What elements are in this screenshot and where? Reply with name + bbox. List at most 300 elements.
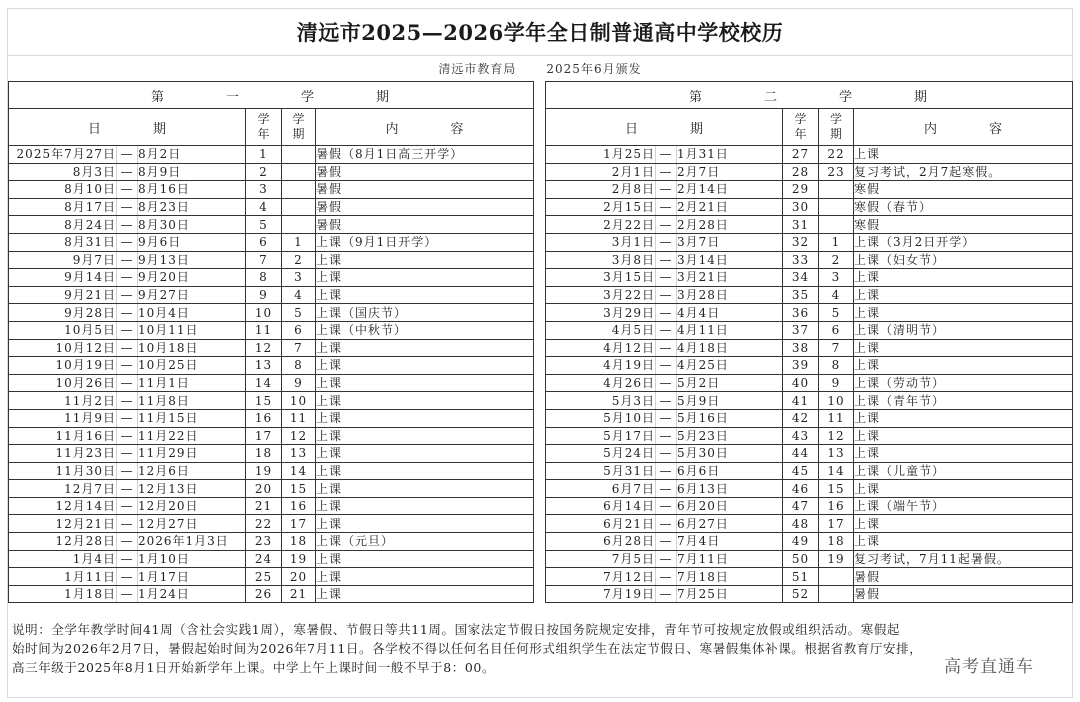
- week-end-date: 1月17日: [138, 568, 246, 586]
- range-dash: —: [656, 462, 677, 480]
- range-dash: —: [656, 585, 677, 603]
- range-dash: —: [117, 269, 138, 287]
- semester-week: 1: [819, 233, 854, 251]
- week-start-date: 3月1日: [546, 233, 656, 251]
- semester-week: 4: [282, 286, 316, 304]
- school-year-week: 14: [246, 374, 282, 392]
- school-year-week: 44: [783, 445, 819, 463]
- week-start-date: 10月19日: [9, 357, 117, 375]
- semester-week: 6: [282, 321, 316, 339]
- week-end-date: 3月28日: [677, 286, 783, 304]
- table-row: [9, 462, 534, 480]
- week-start-date: 3月15日: [546, 269, 656, 287]
- week-end-date: 3月7日: [677, 233, 783, 251]
- semester-week: 23: [819, 163, 854, 181]
- table-row: [546, 181, 1073, 199]
- range-dash: —: [117, 392, 138, 410]
- semester-week: 1: [282, 233, 316, 251]
- semester-week: 18: [819, 533, 854, 551]
- week-start-date: 1月18日: [9, 585, 117, 603]
- week-end-date: 6月13日: [677, 480, 783, 498]
- week-content: 上课: [854, 339, 1073, 357]
- date-column-header: 日 期: [546, 109, 783, 146]
- table-row: [546, 550, 1073, 568]
- range-dash: —: [656, 568, 677, 586]
- week-content: 上课: [316, 568, 534, 586]
- range-dash: —: [656, 497, 677, 515]
- week-content: 寒假: [854, 216, 1073, 234]
- week-start-date: 11月23日: [9, 445, 117, 463]
- table-row: [546, 497, 1073, 515]
- week-start-date: 1月25日: [546, 146, 656, 164]
- school-year-week: 48: [783, 515, 819, 533]
- school-year-week: 23: [246, 533, 282, 551]
- table-row: [9, 533, 534, 551]
- table-row: [546, 163, 1073, 181]
- semester-week: 7: [819, 339, 854, 357]
- table-row: [546, 357, 1073, 375]
- week-start-date: 11月9日: [9, 409, 117, 427]
- week-start-date: 1月4日: [9, 550, 117, 568]
- issue-date: 2025年6月颁发: [546, 61, 642, 76]
- range-dash: —: [656, 409, 677, 427]
- week-start-date: 5月31日: [546, 462, 656, 480]
- week-content: 上课: [316, 409, 534, 427]
- semester-week: 11: [819, 409, 854, 427]
- week-content: 上课: [854, 357, 1073, 375]
- range-dash: —: [656, 146, 677, 164]
- week-content: 上课: [316, 445, 534, 463]
- week-start-date: 11月30日: [9, 462, 117, 480]
- week-content: 上课: [316, 269, 534, 287]
- week-content: 上课: [316, 251, 534, 269]
- range-dash: —: [656, 533, 677, 551]
- table-row: [9, 233, 534, 251]
- school-year-week: 21: [246, 497, 282, 515]
- range-dash: —: [117, 497, 138, 515]
- content-column-header: 内 容: [854, 109, 1073, 146]
- school-year-week: 39: [783, 357, 819, 375]
- week-content: 上课: [316, 550, 534, 568]
- school-year-week: 22: [246, 515, 282, 533]
- semester-1-heading: 第 一 学 期: [9, 82, 534, 109]
- week-end-date: 3月14日: [677, 251, 783, 269]
- week-end-date: 1月24日: [138, 585, 246, 603]
- school-year-week: 49: [783, 533, 819, 551]
- range-dash: —: [117, 533, 138, 551]
- semester-week: 14: [819, 462, 854, 480]
- table-row: [546, 480, 1073, 498]
- school-year-week-header: 学 年: [246, 109, 282, 146]
- semester-week: 12: [282, 427, 316, 445]
- week-start-date: 12月7日: [9, 480, 117, 498]
- range-dash: —: [656, 339, 677, 357]
- table-row: [9, 216, 534, 234]
- week-start-date: 8月3日: [9, 163, 117, 181]
- week-content: 寒假: [854, 181, 1073, 199]
- week-content: 上课（国庆节）: [316, 304, 534, 322]
- table-row: [546, 568, 1073, 586]
- week-end-date: 6月20日: [677, 497, 783, 515]
- week-end-date: 5月30日: [677, 445, 783, 463]
- range-dash: —: [656, 374, 677, 392]
- range-dash: —: [117, 427, 138, 445]
- content-column-header: 内 容: [316, 109, 534, 146]
- table-row: [9, 269, 534, 287]
- table-row: [546, 198, 1073, 216]
- table-row: [546, 146, 1073, 164]
- week-start-date: 4月12日: [546, 339, 656, 357]
- week-content: 上课: [854, 445, 1073, 463]
- semester-2-heading: 第 二 学 期: [546, 82, 1073, 109]
- week-content: 暑假: [854, 568, 1073, 586]
- range-dash: —: [117, 251, 138, 269]
- week-content: 上课: [316, 585, 534, 603]
- table-row: [546, 251, 1073, 269]
- range-dash: —: [117, 445, 138, 463]
- week-content: 上课: [854, 427, 1073, 445]
- week-start-date: 5月10日: [546, 409, 656, 427]
- week-start-date: 4月5日: [546, 321, 656, 339]
- week-end-date: 5月23日: [677, 427, 783, 445]
- table-row: [546, 427, 1073, 445]
- school-year-week: 16: [246, 409, 282, 427]
- school-year-week: 50: [783, 550, 819, 568]
- table-row: [9, 198, 534, 216]
- date-column-header: 日 期: [9, 109, 246, 146]
- week-start-date: 3月8日: [546, 251, 656, 269]
- week-content: 上课: [316, 374, 534, 392]
- week-start-date: 3月22日: [546, 286, 656, 304]
- table-row: [546, 216, 1073, 234]
- week-start-date: 12月21日: [9, 515, 117, 533]
- week-end-date: 8月9日: [138, 163, 246, 181]
- range-dash: —: [656, 480, 677, 498]
- week-end-date: 10月25日: [138, 357, 246, 375]
- semester-week: [819, 216, 854, 234]
- week-end-date: 8月23日: [138, 198, 246, 216]
- week-end-date: 7月11日: [677, 550, 783, 568]
- table-row: [546, 269, 1073, 287]
- semester-week: 11: [282, 409, 316, 427]
- week-start-date: 2025年7月27日: [9, 146, 117, 164]
- week-start-date: 6月21日: [546, 515, 656, 533]
- school-year-week: 27: [783, 146, 819, 164]
- school-year-week: 8: [246, 269, 282, 287]
- range-dash: —: [656, 515, 677, 533]
- semester-week-header: 学 期: [282, 109, 316, 146]
- week-end-date: 4月18日: [677, 339, 783, 357]
- semester-week-header: 学 期: [819, 109, 854, 146]
- school-year-week: 20: [246, 480, 282, 498]
- range-dash: —: [117, 304, 138, 322]
- week-start-date: 8月17日: [9, 198, 117, 216]
- semester-week: 22: [819, 146, 854, 164]
- week-content: 上课: [316, 357, 534, 375]
- range-dash: —: [656, 286, 677, 304]
- semester-week: [819, 585, 854, 603]
- table-row: [546, 286, 1073, 304]
- school-year-week: 32: [783, 233, 819, 251]
- table-row: [546, 515, 1073, 533]
- school-year-week: 4: [246, 198, 282, 216]
- school-year-week: 10: [246, 304, 282, 322]
- range-dash: —: [117, 339, 138, 357]
- week-end-date: 8月30日: [138, 216, 246, 234]
- school-year-week: 35: [783, 286, 819, 304]
- week-end-date: 11月15日: [138, 409, 246, 427]
- semester-week: 10: [282, 392, 316, 410]
- school-year-week: 11: [246, 321, 282, 339]
- week-start-date: 6月28日: [546, 533, 656, 551]
- week-start-date: 10月12日: [9, 339, 117, 357]
- school-year-week: 28: [783, 163, 819, 181]
- week-start-date: 5月3日: [546, 392, 656, 410]
- notes-line: 始时间为2026年2月7日，暑假起始时间为2026年7月11日。各学校不得以任何名目任何形式组织学生在法定节假日、寒暑假集体补课。根据省教育厅安排，: [12, 641, 923, 656]
- school-year-week-header: 学 年: [783, 109, 819, 146]
- table-row: [9, 445, 534, 463]
- week-end-date: 12月13日: [138, 480, 246, 498]
- table-row: [9, 304, 534, 322]
- week-content: 上课: [316, 480, 534, 498]
- school-year-week: 42: [783, 409, 819, 427]
- week-end-date: 2月21日: [677, 198, 783, 216]
- week-start-date: 10月26日: [9, 374, 117, 392]
- week-start-date: 5月17日: [546, 427, 656, 445]
- semester-week: 18: [282, 533, 316, 551]
- week-end-date: 2月7日: [677, 163, 783, 181]
- week-content: 复习考试，2月7起寒假。: [854, 163, 1073, 181]
- table-row: [9, 374, 534, 392]
- semester-week: 12: [819, 427, 854, 445]
- semester-week: 8: [282, 357, 316, 375]
- week-content: 上课（青年节）: [854, 392, 1073, 410]
- table-row: [546, 392, 1073, 410]
- school-year-week: 46: [783, 480, 819, 498]
- table-row: [9, 409, 534, 427]
- week-start-date: 7月19日: [546, 585, 656, 603]
- week-end-date: 11月29日: [138, 445, 246, 463]
- school-year-week: 6: [246, 233, 282, 251]
- week-content: 上课（中秋节）: [316, 321, 534, 339]
- range-dash: —: [656, 304, 677, 322]
- week-end-date: 1月10日: [138, 550, 246, 568]
- school-year-week: 38: [783, 339, 819, 357]
- week-end-date: 2月14日: [677, 181, 783, 199]
- week-end-date: 6月27日: [677, 515, 783, 533]
- notes-line: 说明：全学年教学时间41周（含社会实践1周），寒暑假、节假日等共11周。国家法定节假日按国务院规定安排，青年节可按规定放假或组织活动。寒假起: [12, 622, 901, 637]
- week-end-date: 7月25日: [677, 585, 783, 603]
- week-start-date: 6月14日: [546, 497, 656, 515]
- table-row: [9, 550, 534, 568]
- week-start-date: 2月22日: [546, 216, 656, 234]
- table-row: [9, 568, 534, 586]
- range-dash: —: [656, 321, 677, 339]
- school-year-week: 34: [783, 269, 819, 287]
- semester-week: 13: [819, 445, 854, 463]
- week-start-date: 2月15日: [546, 198, 656, 216]
- week-content: 复习考试，7月11起暑假。: [854, 550, 1073, 568]
- table-row: [546, 374, 1073, 392]
- school-year-week: 7: [246, 251, 282, 269]
- school-year-week: 3: [246, 181, 282, 199]
- week-content: 暑假（8月1日高三开学）: [316, 146, 534, 164]
- week-end-date: 1月31日: [677, 146, 783, 164]
- week-end-date: 11月22日: [138, 427, 246, 445]
- range-dash: —: [117, 286, 138, 304]
- week-content: 寒假（春节）: [854, 198, 1073, 216]
- week-end-date: 10月18日: [138, 339, 246, 357]
- week-end-date: 5月9日: [677, 392, 783, 410]
- semester-week: [819, 568, 854, 586]
- week-start-date: 8月24日: [9, 216, 117, 234]
- range-dash: —: [656, 216, 677, 234]
- week-start-date: 12月14日: [9, 497, 117, 515]
- week-content: 上课: [854, 515, 1073, 533]
- week-end-date: 12月27日: [138, 515, 246, 533]
- semester-week: 3: [819, 269, 854, 287]
- table-row: [9, 339, 534, 357]
- school-year-week: 15: [246, 392, 282, 410]
- week-end-date: 5月2日: [677, 374, 783, 392]
- week-content: 上课（元旦）: [316, 533, 534, 551]
- semester-week: [819, 198, 854, 216]
- school-year-week: 36: [783, 304, 819, 322]
- week-end-date: 6月6日: [677, 462, 783, 480]
- table-row: [546, 304, 1073, 322]
- school-year-week: 29: [783, 181, 819, 199]
- semester-week: 6: [819, 321, 854, 339]
- school-year-week: 47: [783, 497, 819, 515]
- week-content: 上课: [854, 146, 1073, 164]
- notes: [12, 620, 1072, 677]
- week-end-date: 12月6日: [138, 462, 246, 480]
- range-dash: —: [117, 515, 138, 533]
- table-row: [546, 533, 1073, 551]
- range-dash: —: [117, 409, 138, 427]
- semester-week: [282, 198, 316, 216]
- range-dash: —: [117, 146, 138, 164]
- semester-week: 8: [819, 357, 854, 375]
- semester-week: 7: [282, 339, 316, 357]
- week-content: 上课（劳动节）: [854, 374, 1073, 392]
- range-dash: —: [656, 269, 677, 287]
- range-dash: —: [117, 163, 138, 181]
- table-row: [9, 181, 534, 199]
- table-row: [9, 497, 534, 515]
- week-start-date: 2月1日: [546, 163, 656, 181]
- semester-2-table: [545, 81, 1073, 603]
- week-content: 暑假: [316, 163, 534, 181]
- week-end-date: 2026年1月3日: [138, 533, 246, 551]
- week-end-date: 9月13日: [138, 251, 246, 269]
- week-content: 上课: [316, 497, 534, 515]
- school-year-week: 30: [783, 198, 819, 216]
- week-end-date: 11月1日: [138, 374, 246, 392]
- week-end-date: 10月4日: [138, 304, 246, 322]
- semester-week: 2: [282, 251, 316, 269]
- semester-week: 19: [282, 550, 316, 568]
- semester-week: 13: [282, 445, 316, 463]
- week-start-date: 9月21日: [9, 286, 117, 304]
- range-dash: —: [656, 445, 677, 463]
- week-start-date: 9月14日: [9, 269, 117, 287]
- table-row: [546, 409, 1073, 427]
- week-end-date: 5月16日: [677, 409, 783, 427]
- week-content: 上课: [316, 462, 534, 480]
- week-start-date: 7月5日: [546, 550, 656, 568]
- table-row: [9, 585, 534, 603]
- semester-week: [282, 146, 316, 164]
- week-start-date: 8月31日: [9, 233, 117, 251]
- week-start-date: 6月7日: [546, 480, 656, 498]
- week-start-date: 10月5日: [9, 321, 117, 339]
- school-year-week: 17: [246, 427, 282, 445]
- semester-week: 17: [819, 515, 854, 533]
- week-end-date: 9月20日: [138, 269, 246, 287]
- week-start-date: 11月2日: [9, 392, 117, 410]
- range-dash: —: [117, 181, 138, 199]
- table-row: [9, 392, 534, 410]
- week-start-date: 9月7日: [9, 251, 117, 269]
- page-title: 清远市2025—2026学年全日制普通高中学校校历: [8, 9, 1072, 56]
- range-dash: —: [656, 427, 677, 445]
- issuer-line: [8, 56, 1072, 80]
- week-content: 上课（9月1日开学）: [316, 233, 534, 251]
- school-year-week: 24: [246, 550, 282, 568]
- semester-week: 16: [282, 497, 316, 515]
- range-dash: —: [117, 216, 138, 234]
- table-row: [546, 445, 1073, 463]
- semester-week: 5: [819, 304, 854, 322]
- semester-week: 17: [282, 515, 316, 533]
- range-dash: —: [656, 357, 677, 375]
- semester-week: 20: [282, 568, 316, 586]
- week-end-date: 2月28日: [677, 216, 783, 234]
- semester-week: 19: [819, 550, 854, 568]
- range-dash: —: [117, 585, 138, 603]
- week-content: 暑假: [316, 216, 534, 234]
- week-start-date: 2月8日: [546, 181, 656, 199]
- week-start-date: 5月24日: [546, 445, 656, 463]
- week-content: 上课: [316, 392, 534, 410]
- range-dash: —: [117, 233, 138, 251]
- week-end-date: 4月4日: [677, 304, 783, 322]
- semester-week: 15: [819, 480, 854, 498]
- school-year-week: 19: [246, 462, 282, 480]
- range-dash: —: [117, 568, 138, 586]
- semester-week: 5: [282, 304, 316, 322]
- week-start-date: 8月10日: [9, 181, 117, 199]
- table-row: [546, 462, 1073, 480]
- week-content: 上课: [316, 339, 534, 357]
- table-row: [9, 163, 534, 181]
- school-year-week: 13: [246, 357, 282, 375]
- week-start-date: 4月26日: [546, 374, 656, 392]
- school-year-week: 37: [783, 321, 819, 339]
- school-year-week: 40: [783, 374, 819, 392]
- week-end-date: 9月27日: [138, 286, 246, 304]
- week-content: 上课: [316, 515, 534, 533]
- semester-week: [282, 216, 316, 234]
- week-end-date: 4月25日: [677, 357, 783, 375]
- week-end-date: 9月6日: [138, 233, 246, 251]
- semester-week: 14: [282, 462, 316, 480]
- semester-week: [282, 163, 316, 181]
- week-content: 上课: [854, 269, 1073, 287]
- semester-1-table: [8, 81, 534, 603]
- week-end-date: 12月20日: [138, 497, 246, 515]
